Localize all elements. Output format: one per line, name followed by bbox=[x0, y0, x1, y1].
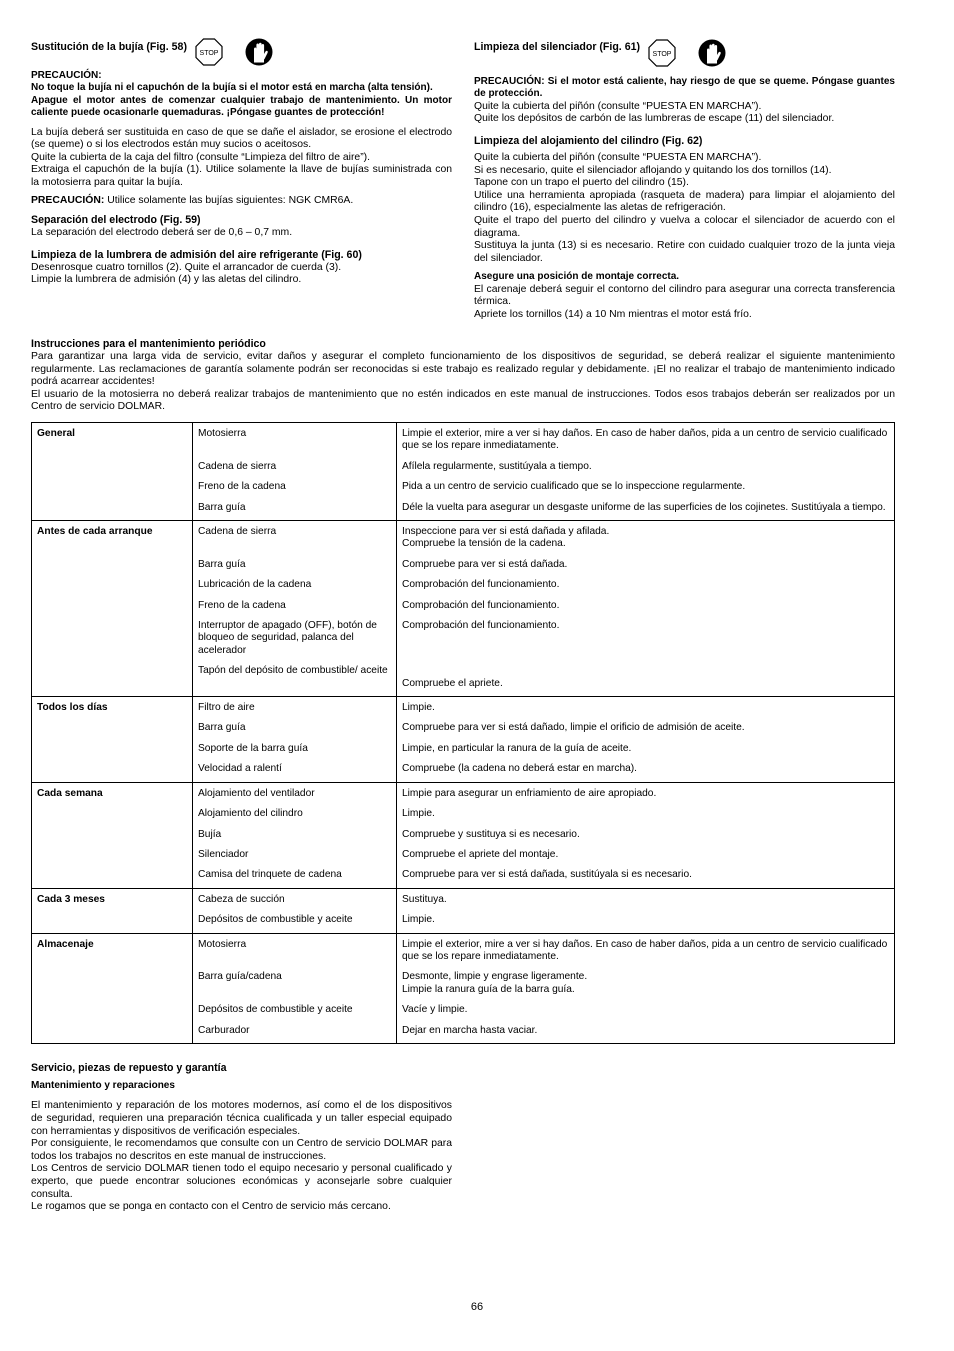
cylinder-text-3: Tapone con un trapo el puerto del cilindro (15). bbox=[474, 177, 689, 189]
table-row bbox=[32, 457, 895, 477]
protective-glove-icon bbox=[245, 38, 273, 66]
action-cell: Limpie para asegurar un enfriamiento de aire apropiado. bbox=[397, 782, 895, 804]
table-row bbox=[32, 521, 895, 555]
spark-body-3: Extraiga el capuchón de la bujía (1). Utilice solamente la llave de bujías suministrada con la motosierra para quitar la bujía. bbox=[31, 164, 452, 188]
mount-title: Asegure una posición de montaje correcta. bbox=[474, 271, 680, 283]
action-cell: Compruebe para ver si está dañada. bbox=[397, 555, 895, 575]
table-row bbox=[32, 477, 895, 497]
component-cell: Cadena de sierra bbox=[193, 521, 397, 555]
service-title: Servicio, piezas de repuesto y garantía bbox=[31, 1062, 227, 1074]
table-row bbox=[32, 718, 895, 738]
right-column bbox=[474, 40, 895, 322]
interval-cell: Almacenaje bbox=[32, 933, 193, 967]
muffler-heading bbox=[474, 40, 895, 67]
action-cell: Déle la vuelta para asegurar un desgaste uniforme de las superficies de los cojinetes. Sustitúyala a tiempo. bbox=[397, 498, 895, 521]
page-number: 66 bbox=[470, 1301, 484, 1313]
mount-text-1: El carenaje deberá seguir el contorno del cilindro para asegurar una correcta transferencia térmica. bbox=[474, 283, 895, 308]
warning-icons bbox=[195, 38, 273, 66]
spark-note-text: Utilice solamente las bujías siguientes: NGK CMR6A. bbox=[104, 194, 354, 206]
cylinder-text-4: Utilice una herramienta apropiada (rasqueta de madera) para limpiar el alojamiento del cilindro (16), especialmente las aletas de refrigeración. bbox=[474, 189, 895, 214]
interval-cell bbox=[32, 616, 193, 661]
interval-cell: Cada semana bbox=[32, 782, 193, 804]
component-cell: Camisa del trinquete de cadena bbox=[193, 865, 397, 888]
cylinder-text-6: Sustituya la junta (13) si es necesario. Retire con cuidado cualquier trozo de la junta vieja del silenciador. bbox=[474, 240, 895, 264]
spark-body-2: Quite la cubierta de la caja del filtro (consulte “Limpieza del filtro de aire”). bbox=[31, 151, 371, 163]
interval-cell bbox=[32, 865, 193, 888]
intake-title: Limpieza de la lumbrera de admisión del aire refrigerante (Fig. 60) bbox=[31, 248, 362, 261]
component-cell: Motosierra bbox=[193, 422, 397, 456]
service-text-2: Por consiguiente, le recomendamos que consulte con un Centro de servicio DOLMAR para todos los trabajos no descritos en este manual de instrucciones. bbox=[31, 1138, 452, 1162]
action-cell: Limpie, en particular la ranura de la guía de aceite. bbox=[397, 739, 895, 759]
table-row bbox=[32, 1000, 895, 1020]
interval-cell bbox=[32, 498, 193, 521]
action-cell: Compruebe y sustituya si es necesario. bbox=[397, 825, 895, 845]
action-cell: Limpie. bbox=[397, 804, 895, 824]
component-cell: Alojamiento del ventilador bbox=[193, 782, 397, 804]
table-row bbox=[32, 575, 895, 595]
muffler-title: Limpieza del silenciador (Fig. 61) bbox=[474, 41, 641, 53]
table-row bbox=[32, 825, 895, 845]
action-cell: Dejar en marcha hasta vaciar. bbox=[397, 1021, 895, 1044]
spark-plug-title: Sustitución de la bujía (Fig. 58) bbox=[31, 41, 187, 53]
action-cell: Vacíe y limpie. bbox=[397, 1000, 895, 1020]
action-cell: Compruebe para ver si está dañada, sustitúyala si es necesario. bbox=[397, 865, 895, 888]
component-cell: Alojamiento del cilindro bbox=[193, 804, 397, 824]
component-cell: Carburador bbox=[193, 1021, 397, 1044]
table-row bbox=[32, 1021, 895, 1044]
protective-glove-icon bbox=[698, 39, 726, 67]
action-cell: Desmonte, limpie y engrase ligeramente. Limpie la ranura guía de la barra guía. bbox=[397, 967, 895, 1000]
interval-cell: Antes de cada arranque bbox=[32, 521, 193, 555]
cylinder-text-2: Si es necesario, quite el silenciador aflojando y quitando los dos tornillos (14). bbox=[474, 164, 832, 176]
muffler-text-2: Quite los depósitos de carbón de las lumbreras de escape (11) del silenciador. bbox=[474, 113, 835, 125]
table-row bbox=[32, 422, 895, 456]
cylinder-text-1: Quite la cubierta del piñón (consulte “PUESTA EN MARCHA”). bbox=[474, 152, 762, 163]
component-cell: Silenciador bbox=[193, 845, 397, 865]
stop-sign-icon bbox=[648, 39, 676, 67]
spark-note-label: PRECAUCIÓN: bbox=[31, 194, 105, 206]
interval-cell bbox=[32, 477, 193, 497]
interval-cell bbox=[32, 804, 193, 824]
interval-cell bbox=[32, 555, 193, 575]
table-row bbox=[32, 967, 895, 1000]
spark-warning-1: No toque la bujía ni el capuchón de la bujía si el motor está en marcha (alta tensión). bbox=[31, 82, 433, 94]
service-subtitle: Mantenimiento y reparaciones bbox=[31, 1080, 175, 1091]
action-cell: Limpie. bbox=[397, 910, 895, 933]
component-cell: Barra guía bbox=[193, 718, 397, 738]
table-row bbox=[32, 661, 895, 696]
interval-cell bbox=[32, 739, 193, 759]
table-row bbox=[32, 933, 895, 967]
table-row bbox=[32, 555, 895, 575]
interval-cell bbox=[32, 457, 193, 477]
muffler-warning: PRECAUCIÓN: Si el motor está caliente, hay riesgo de que se queme. Póngase guantes de protección. bbox=[474, 76, 895, 100]
component-cell: Bujía bbox=[193, 825, 397, 845]
action-cell: Sustituya. bbox=[397, 888, 895, 910]
maintenance-section bbox=[31, 338, 895, 1044]
action-cell: Compruebe para ver si está dañado, limpie el orificio de admisión de aceite. bbox=[397, 718, 895, 738]
table-row bbox=[32, 616, 895, 661]
muffler-text-1: Quite la cubierta del piñón (consulte “PUESTA EN MARCHA”). bbox=[474, 100, 762, 112]
component-cell: Cabeza de succión bbox=[193, 888, 397, 910]
spark-warning-2: Apague el motor antes de comenzar cualquier trabajo de mantenimiento. Un motor caliente puede ocasionarle quemaduras. ¡Póngase guantes de protección! bbox=[31, 94, 452, 119]
warning-icons-right bbox=[648, 39, 726, 67]
table-row bbox=[32, 845, 895, 865]
service-text-1: El mantenimiento y reparación de los motores modernos, así como el de los dispositivos de seguridad, requieren una preparación técnica cualificada y un taller especial equipado con herramientas y dispositivos de verificación especiales. bbox=[31, 1100, 452, 1137]
interval-cell bbox=[32, 718, 193, 738]
table-row bbox=[32, 759, 895, 782]
interval-cell bbox=[32, 1021, 193, 1044]
maintenance-table-body bbox=[32, 422, 895, 1043]
electrode-gap-text: La separación del electrodo deberá ser de 0,6 – 0,7 mm. bbox=[31, 227, 293, 239]
action-cell: Limpie el exterior, mire a ver si hay daños. En caso de haber daños, pida a un centro de servicio cualificado que se los repare inmediatamente. bbox=[397, 422, 895, 456]
interval-cell bbox=[32, 575, 193, 595]
action-cell: Pida a un centro de servicio cualificado que se lo inspeccione regularmente. bbox=[397, 477, 895, 497]
table-row bbox=[32, 804, 895, 824]
component-cell: Tapón del depósito de combustible/ aceite bbox=[193, 661, 397, 696]
component-cell: Freno de la cadena bbox=[193, 477, 397, 497]
maintenance-intro-2: El usuario de la motosierra no deberá realizar trabajos de mantenimiento que no estén indicados en este manual de instrucciones. Todos esos trabajos deberán ser realizados por un Centro de servicio DOLMAR. bbox=[31, 388, 895, 413]
table-row bbox=[32, 596, 895, 616]
svg-text:STOP: STOP bbox=[652, 51, 672, 58]
svg-text:STOP: STOP bbox=[199, 50, 219, 57]
table-row bbox=[32, 498, 895, 521]
interval-cell bbox=[32, 845, 193, 865]
action-cell: Compruebe el apriete del montaje. bbox=[397, 845, 895, 865]
service-text-3: Los Centros de servicio DOLMAR tienen todo el equipo necesario y personal cualificado y experto, que puede encontrar soluciones económicas y aconsejarle sobre cualquier consulta. bbox=[31, 1163, 452, 1200]
interval-cell bbox=[32, 1000, 193, 1020]
component-cell: Barra guía bbox=[193, 555, 397, 575]
interval-cell bbox=[32, 596, 193, 616]
spark-body-1: La bujía deberá ser sustituida en caso de que se dañe el aislador, se erosione el electrodo (se queme) o si los electrodos están muy sucios o aceitosos. bbox=[31, 126, 452, 151]
table-row bbox=[32, 697, 895, 719]
interval-cell bbox=[32, 661, 193, 696]
interval-cell bbox=[32, 910, 193, 933]
action-cell: Comprobación del funcionamiento. bbox=[397, 616, 895, 661]
left-column bbox=[31, 40, 452, 287]
component-cell: Filtro de aire bbox=[193, 697, 397, 719]
table-row bbox=[32, 782, 895, 804]
intake-text-1: Desenrosque cuatro tornillos (2). Quite el arrancador de cuerda (3). bbox=[31, 261, 342, 273]
action-cell: Comprobación del funcionamiento. bbox=[397, 596, 895, 616]
electrode-gap-title: Separación del electrodo (Fig. 59) bbox=[31, 214, 201, 227]
interval-cell: General bbox=[32, 422, 193, 456]
action-cell: Limpie. bbox=[397, 697, 895, 719]
stop-sign-icon bbox=[195, 38, 223, 66]
interval-cell bbox=[32, 759, 193, 782]
interval-cell: Cada 3 meses bbox=[32, 888, 193, 910]
table-row bbox=[32, 739, 895, 759]
cylinder-title: Limpieza del alojamiento del cilindro (Fig. 62) bbox=[474, 135, 703, 147]
component-cell: Interruptor de apagado (OFF), botón de bloqueo de seguridad, palanca del acelerador bbox=[193, 616, 397, 661]
action-cell: Afílela regularmente, sustitúyala a tiempo. bbox=[397, 457, 895, 477]
action-cell: Compruebe el apriete. bbox=[397, 661, 895, 696]
spark-note bbox=[31, 195, 452, 208]
component-cell: Motosierra bbox=[193, 933, 397, 967]
spark-plug-heading bbox=[31, 40, 452, 66]
service-section bbox=[31, 1062, 452, 1214]
action-cell: Limpie el exterior, mire a ver si hay daños. En caso de haber daños, pida a un centro de servicio cualificado que se los repare inmediatamente. bbox=[397, 933, 895, 967]
service-text-4: Le rogamos que se ponga en contacto con el Centro de servicio más cercano. bbox=[31, 1201, 391, 1213]
maintenance-title: Instrucciones para el mantenimiento periódico bbox=[31, 338, 266, 350]
interval-cell: Todos los días bbox=[32, 697, 193, 719]
component-cell: Soporte de la barra guía bbox=[193, 739, 397, 759]
cylinder-text-5: Quite el trapo del puerto del cilindro y vuelva a colocar el silenciador de acuerdo con el diagrama. bbox=[474, 214, 895, 239]
component-cell: Lubricación de la cadena bbox=[193, 575, 397, 595]
precaution-label: PRECAUCIÓN: bbox=[31, 70, 102, 81]
component-cell: Velocidad a ralentí bbox=[193, 759, 397, 782]
action-cell: Inspeccione para ver si está dañada y afilada. Compruebe la tensión de la cadena. bbox=[397, 521, 895, 555]
component-cell: Depósitos de combustible y aceite bbox=[193, 1000, 397, 1020]
maintenance-table bbox=[31, 422, 895, 1044]
component-cell: Freno de la cadena bbox=[193, 596, 397, 616]
component-cell: Barra guía bbox=[193, 498, 397, 521]
mount-text-2: Apriete los tornillos (14) a 10 Nm mientras el motor está frío. bbox=[474, 308, 752, 320]
maintenance-intro-1: Para garantizar una larga vida de servicio, evitar daños y asegurar el completo funcionamiento de los dispositivos de seguridad, se deberá realizar el siguiente mantenimiento regularmente. Las reclamaciones de garantía solamente podrán ser reconocidas si este trabajo es realizado regular y debidamente. ¡El no realizar el trabajo de mantenimiento indicado podrá acarrear accidentes! bbox=[31, 351, 895, 388]
component-cell: Barra guía/cadena bbox=[193, 967, 397, 1000]
action-cell: Compruebe (la cadena no deberá estar en marcha). bbox=[397, 759, 895, 782]
interval-cell bbox=[32, 825, 193, 845]
component-cell: Cadena de sierra bbox=[193, 457, 397, 477]
interval-cell bbox=[32, 967, 193, 1000]
intake-text-2: Limpie la lumbrera de admisión (4) y las aletas del cilindro. bbox=[31, 274, 302, 286]
table-row bbox=[32, 888, 895, 910]
table-row bbox=[32, 865, 895, 888]
component-cell: Depósitos de combustible y aceite bbox=[193, 910, 397, 933]
table-row bbox=[32, 910, 895, 933]
action-cell: Comprobación del funcionamiento. bbox=[397, 575, 895, 595]
